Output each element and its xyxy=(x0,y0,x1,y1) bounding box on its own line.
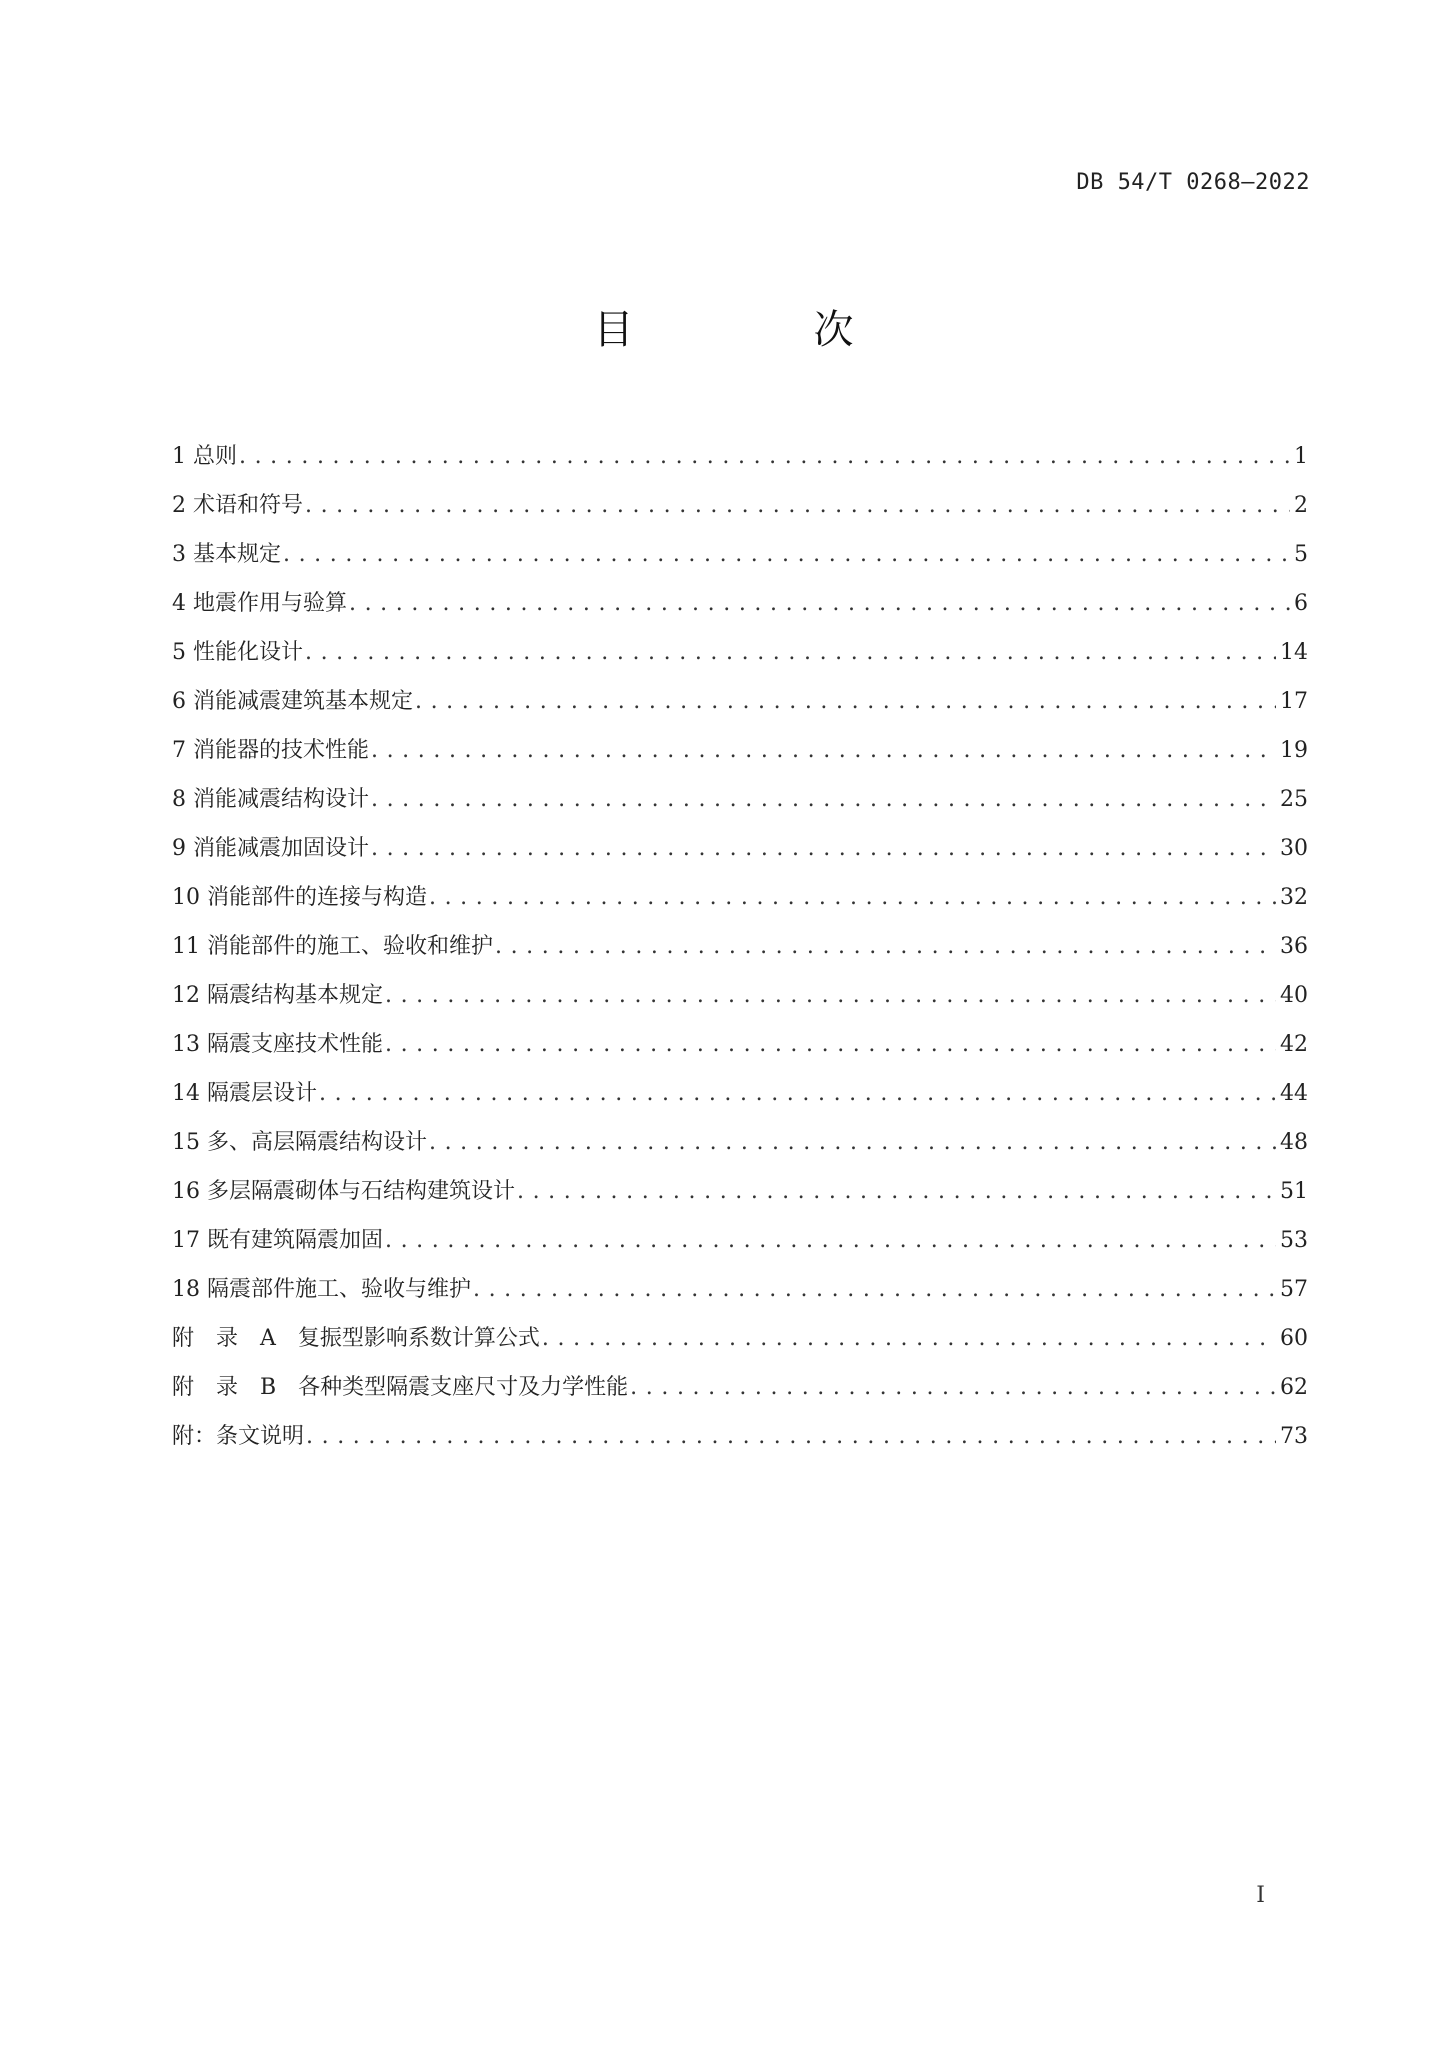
toc-entry-page: 44 xyxy=(1280,1081,1308,1106)
toc-entry-label: 7 消能器的技术性能 xyxy=(172,738,369,763)
toc-entry[interactable] xyxy=(172,1216,1308,1265)
toc-leader-dots xyxy=(371,775,1276,824)
toc-entry-page: 25 xyxy=(1280,787,1308,812)
toc-entry-label: 17 既有建筑隔震加固 xyxy=(172,1228,383,1253)
toc-leader-dots xyxy=(349,579,1290,628)
toc-leader-dots xyxy=(305,628,1276,677)
toc-entry-label: 8 消能减震结构设计 xyxy=(172,787,369,812)
toc-leader-dots xyxy=(305,481,1290,530)
toc-leader-dots xyxy=(371,726,1276,775)
toc-leader-dots xyxy=(306,1412,1276,1461)
toc-entry-label: 10 消能部件的连接与构造 xyxy=(172,885,427,910)
toc-entry-label: 11 消能部件的施工、验收和维护 xyxy=(172,934,493,959)
toc-entry-page: 14 xyxy=(1280,640,1308,665)
toc-leader-dots xyxy=(371,824,1276,873)
toc-entry[interactable] xyxy=(172,922,1308,971)
footer-page-number: I xyxy=(1256,1883,1265,1908)
document-code: DB 54/T 0268—2022 xyxy=(1076,170,1310,195)
toc-entry[interactable] xyxy=(172,1069,1308,1118)
toc-entry-label: 18 隔震部件施工、验收与维护 xyxy=(172,1277,471,1302)
toc-entry-label: 4 地震作用与验算 xyxy=(172,591,347,616)
toc-entry-label: 附 录 B 各种类型隔震支座尺寸及力学性能 xyxy=(172,1375,629,1400)
toc-leader-dots xyxy=(495,922,1276,971)
toc-entry-page: 32 xyxy=(1280,885,1308,910)
toc-entry-page: 6 xyxy=(1294,591,1308,616)
toc-entry-label: 附 录 A 复振型影响系数计算公式 xyxy=(172,1326,540,1351)
toc-leader-dots xyxy=(385,971,1276,1020)
toc-entry[interactable] xyxy=(172,1020,1308,1069)
toc-entry[interactable] xyxy=(172,971,1308,1020)
toc-leader-dots xyxy=(385,1216,1276,1265)
toc-entry-page: 19 xyxy=(1280,738,1308,763)
toc-entry-label: 9 消能减震加固设计 xyxy=(172,836,369,861)
toc-entry[interactable] xyxy=(172,579,1308,628)
toc-entry[interactable] xyxy=(172,481,1308,530)
toc-entry-page: 17 xyxy=(1280,689,1308,714)
toc-entry-label: 13 隔震支座技术性能 xyxy=(172,1032,383,1057)
toc-entry-explanation[interactable] xyxy=(172,1412,1308,1461)
toc-entry[interactable] xyxy=(172,677,1308,726)
toc-leader-dots xyxy=(283,530,1290,579)
toc-entry[interactable] xyxy=(172,726,1308,775)
toc-leader-dots xyxy=(473,1265,1276,1314)
toc-entry-label: 1 总则 xyxy=(172,444,237,469)
toc-entry-label: 3 基本规定 xyxy=(172,542,281,567)
toc-entry-page: 48 xyxy=(1280,1130,1308,1155)
toc-entry[interactable] xyxy=(172,873,1308,922)
table-of-contents xyxy=(172,432,1308,1461)
toc-entry-page: 62 xyxy=(1280,1375,1308,1400)
toc-entry[interactable] xyxy=(172,1167,1308,1216)
toc-entry-page: 51 xyxy=(1280,1179,1308,1204)
toc-entry[interactable] xyxy=(172,1118,1308,1167)
toc-entry-page: 73 xyxy=(1280,1424,1308,1449)
toc-entry-page: 30 xyxy=(1280,836,1308,861)
toc-entry-page: 2 xyxy=(1294,493,1308,518)
toc-entry[interactable] xyxy=(172,824,1308,873)
toc-entry-label: 16 多层隔震砌体与石结构建筑设计 xyxy=(172,1179,515,1204)
toc-entry-page: 1 xyxy=(1294,444,1308,469)
toc-leader-dots xyxy=(415,677,1276,726)
toc-leader-dots xyxy=(630,1363,1276,1412)
toc-leader-dots xyxy=(429,1118,1276,1167)
toc-leader-dots xyxy=(239,432,1290,481)
toc-entry-page: 57 xyxy=(1280,1277,1308,1302)
toc-entry[interactable] xyxy=(172,530,1308,579)
toc-leader-dots xyxy=(429,873,1276,922)
toc-entry-page: 42 xyxy=(1280,1032,1308,1057)
toc-entry-label: 附：条文说明 xyxy=(172,1424,305,1449)
toc-entry[interactable] xyxy=(172,432,1308,481)
toc-entry-page: 53 xyxy=(1280,1228,1308,1253)
toc-entry-label: 2 术语和符号 xyxy=(172,493,303,518)
toc-leader-dots xyxy=(385,1020,1276,1069)
toc-entry-page: 40 xyxy=(1280,983,1308,1008)
toc-entry[interactable] xyxy=(172,628,1308,677)
toc-leader-dots xyxy=(542,1314,1276,1363)
toc-entry-label: 5 性能化设计 xyxy=(172,640,303,665)
toc-entry-label: 15 多、高层隔震结构设计 xyxy=(172,1130,427,1155)
toc-entry[interactable] xyxy=(172,775,1308,824)
toc-leader-dots xyxy=(517,1167,1276,1216)
toc-entry-page: 5 xyxy=(1294,542,1308,567)
toc-entry-label: 14 隔震层设计 xyxy=(172,1081,317,1106)
toc-entry-label: 6 消能减震建筑基本规定 xyxy=(172,689,413,714)
toc-entry[interactable] xyxy=(172,1265,1308,1314)
toc-entry-appendix-a[interactable] xyxy=(172,1314,1308,1363)
toc-leader-dots xyxy=(319,1069,1276,1118)
toc-entry-label: 12 隔震结构基本规定 xyxy=(172,983,383,1008)
page-title: 目 次 xyxy=(593,307,924,353)
toc-entry-appendix-b[interactable] xyxy=(172,1363,1308,1412)
toc-entry-page: 36 xyxy=(1280,934,1308,959)
toc-entry-page: 60 xyxy=(1280,1326,1308,1351)
